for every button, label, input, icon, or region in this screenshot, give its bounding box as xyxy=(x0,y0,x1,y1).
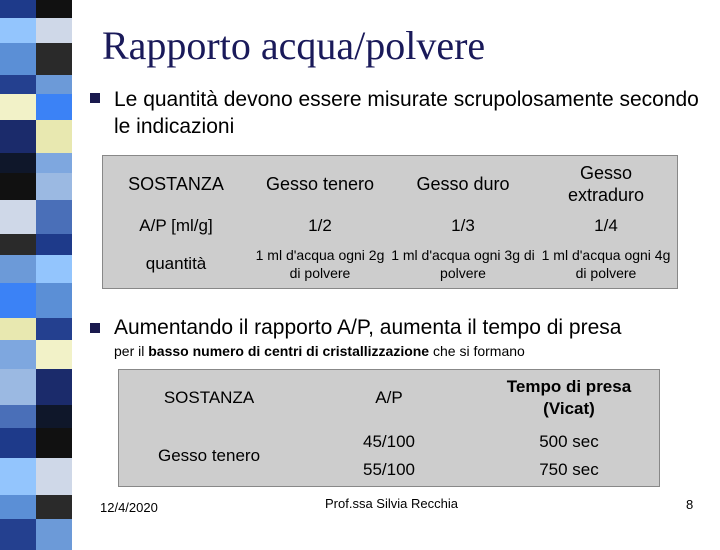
table-cell: 1/3 xyxy=(451,216,475,235)
bullet-marker xyxy=(90,323,100,333)
slide-number: 8 xyxy=(686,497,694,512)
table-cell: 1/4 xyxy=(594,216,618,235)
setting-time-table xyxy=(118,369,660,487)
substance-table xyxy=(102,155,678,289)
table-cell: A/P [ml/g] xyxy=(139,216,213,235)
table-header-cell: Gesso tenero xyxy=(265,173,375,194)
table-header-cell: SOSTANZA xyxy=(163,388,255,407)
ap-value: 45/100 xyxy=(363,432,415,451)
table-cell xyxy=(479,426,659,486)
table-header-cell: Gesso extraduro xyxy=(567,163,645,205)
sub-note-pre: per il xyxy=(114,343,145,359)
bullet-text-2: Aumentando il rapporto A/P, aumenta il tempo di presa xyxy=(114,316,622,339)
sub-note xyxy=(114,343,525,359)
footer-author: Prof.ssa Silvia Recchia xyxy=(325,496,458,511)
footer-date: 12/4/2020 xyxy=(100,500,158,515)
table-cell: 1 ml d'acqua ogni 4g di polvere xyxy=(541,247,671,281)
table-header-cell: Tempo di presa (Vicat) xyxy=(506,377,632,418)
bullet-marker xyxy=(90,93,100,103)
table-cell: Gesso tenero xyxy=(157,446,261,465)
table-cell xyxy=(299,426,479,486)
time-value: 750 sec xyxy=(539,460,599,479)
table-header-cell: A/P xyxy=(375,388,403,407)
slide-title: Rapporto acqua/polvere xyxy=(102,23,486,68)
bullet-text-1: Le quantità devono essere misurate scrupolosamente secondo le indicazioni xyxy=(114,88,699,138)
table-header-cell: SOSTANZA xyxy=(128,173,224,194)
sub-note-bold: basso numero di centri di cristallizzazione xyxy=(148,343,430,359)
table-cell: 1/2 xyxy=(308,216,332,235)
decorative-stripe xyxy=(0,0,72,540)
time-value: 500 sec xyxy=(539,432,599,451)
table-cell: 1 ml d'acqua ogni 3g di polvere xyxy=(391,247,535,281)
sub-note-post: che si formano xyxy=(433,343,525,359)
ap-value: 55/100 xyxy=(363,460,415,479)
table-cell: 1 ml d'acqua ogni 2g di polvere xyxy=(255,247,385,281)
table-cell: quantità xyxy=(145,254,207,273)
table-header-cell: Gesso duro xyxy=(416,173,510,194)
